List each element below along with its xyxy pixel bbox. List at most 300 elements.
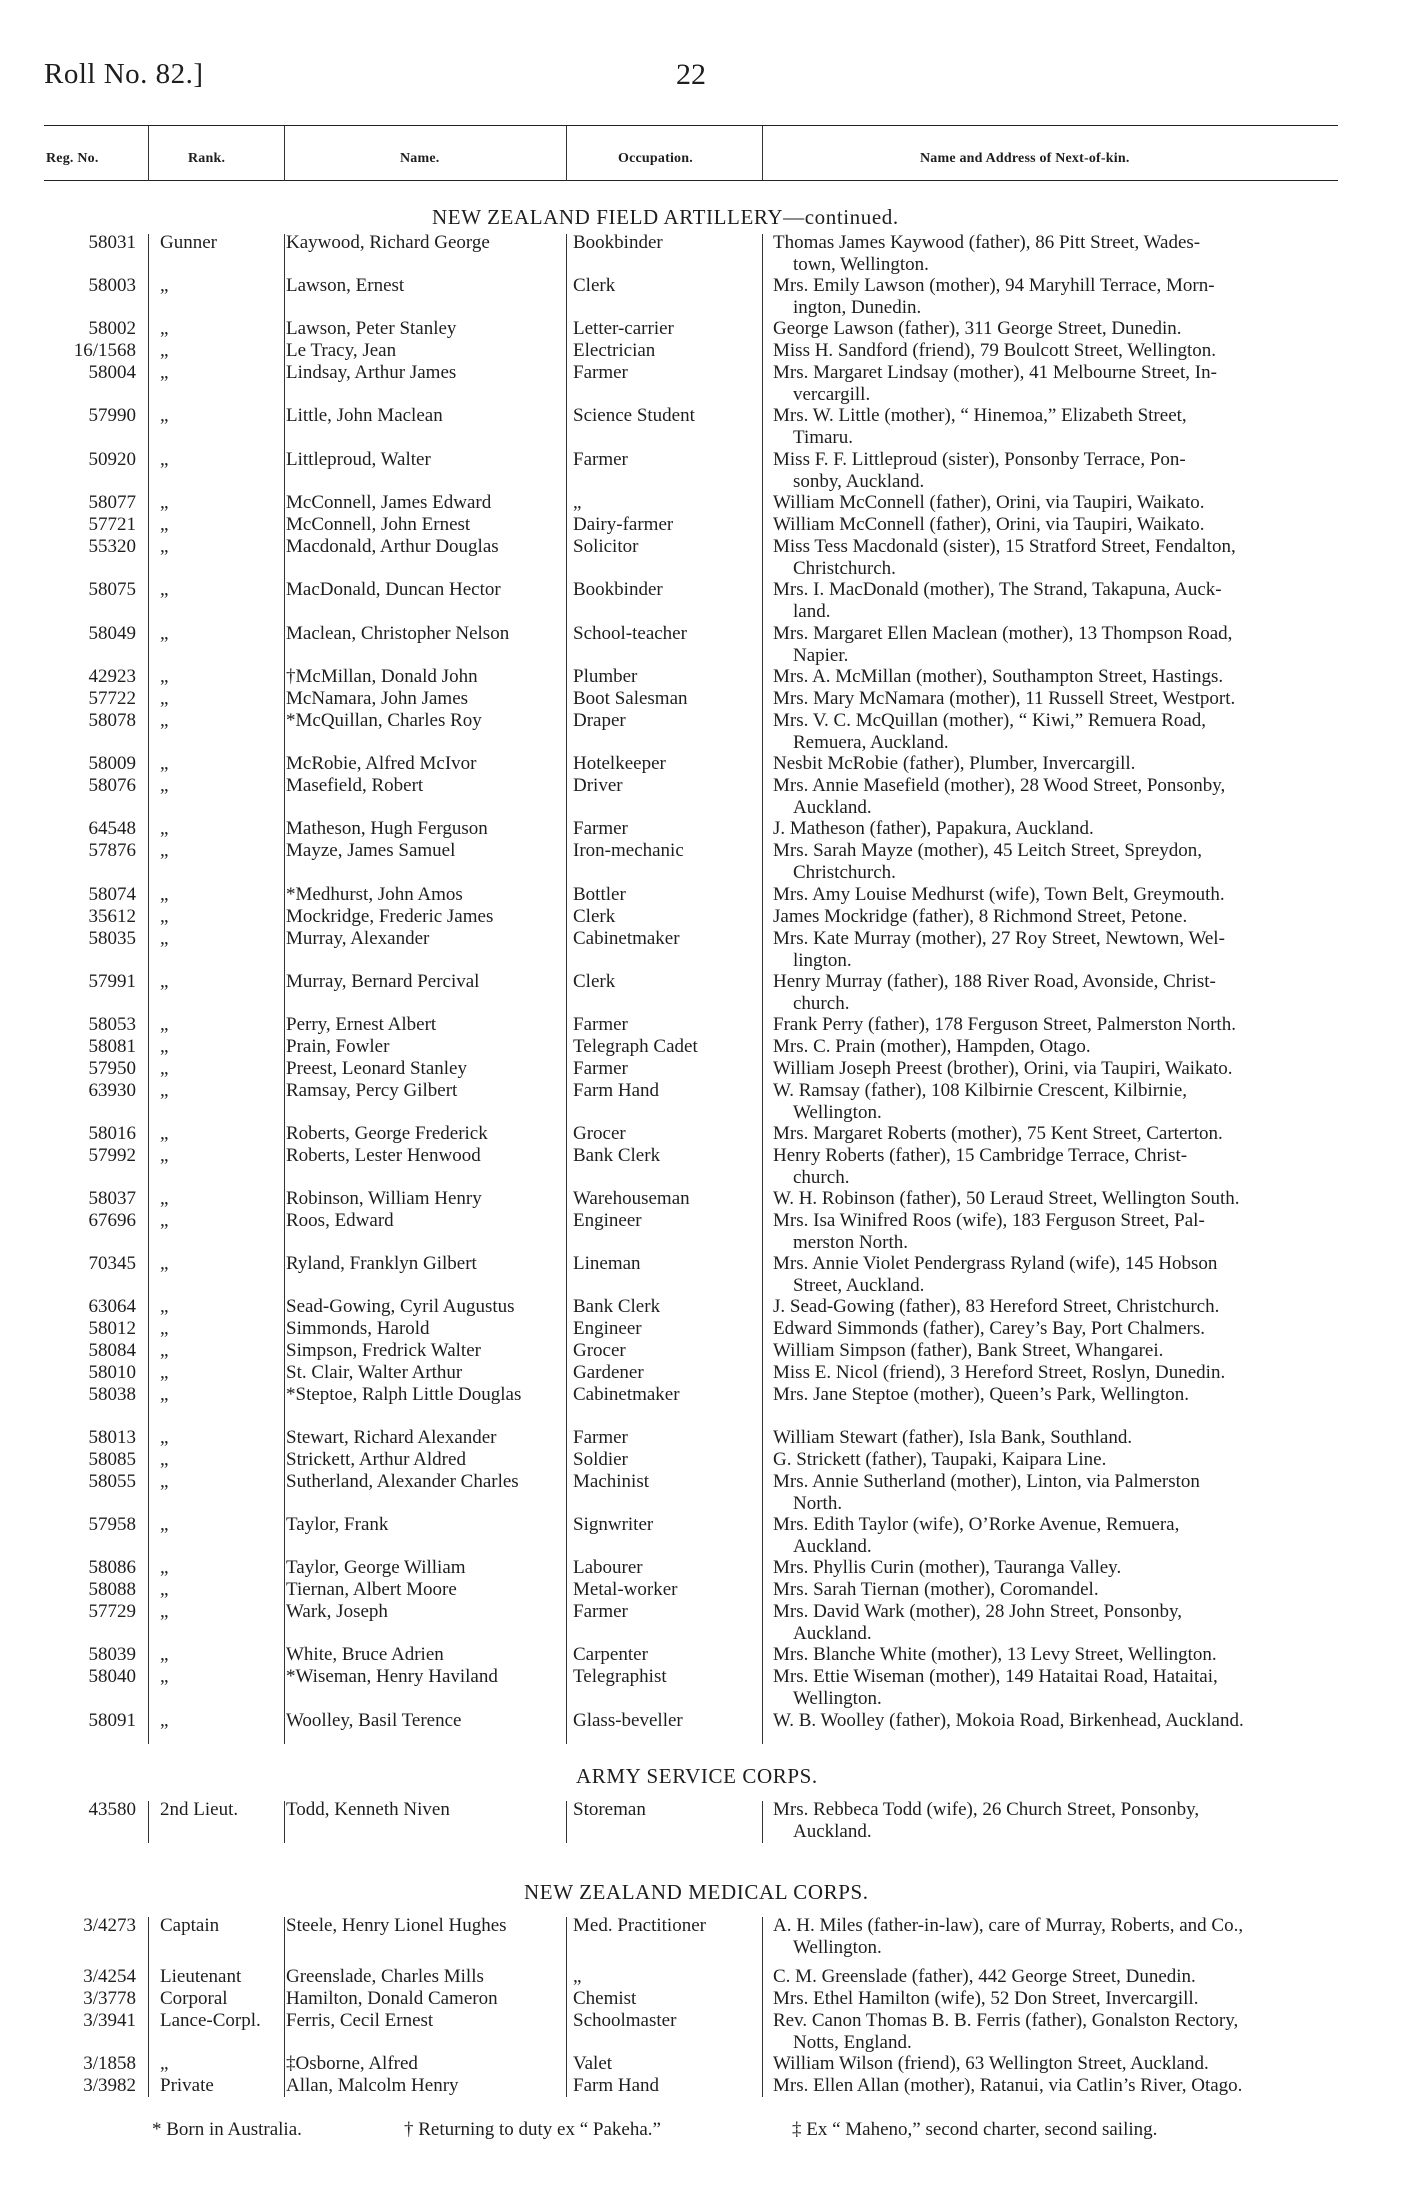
rank: „: [160, 340, 169, 361]
soldier-name: *Medhurst, John Amos: [286, 884, 463, 905]
reg-number: 58049: [88, 623, 136, 644]
rank: „: [160, 1296, 169, 1317]
next-of-kin: [773, 2053, 1356, 2075]
column-rule: [566, 1801, 567, 1843]
occupation: Electrician: [573, 340, 656, 361]
next-of-kin: [773, 1579, 1356, 1601]
rank: „: [160, 275, 169, 296]
reg-number: 58088: [88, 1579, 136, 1600]
rank: „: [160, 1318, 169, 1339]
soldier-name: Mockridge, Frederic James: [286, 906, 494, 927]
next-of-kin-line: William Joseph Preest (brother), Orini, via Taupiri, Waikato.: [773, 1058, 1233, 1079]
column-rule: [284, 234, 285, 1744]
occupation: Storeman: [573, 1799, 646, 1820]
footnote-pakeha: † Returning to duty ex “ Pakeha.”: [404, 2119, 661, 2140]
next-of-kin-line: Mrs. C. Prain (mother), Hampden, Otago.: [773, 1036, 1091, 1057]
rank: „: [160, 1710, 169, 1731]
next-of-kin-continuation: Christchurch.: [793, 861, 896, 883]
next-of-kin-line: William Wilson (friend), 63 Wellington Street, Auckland.: [773, 2053, 1209, 2074]
column-header-next-of-kin: Name and Address of Next-of-kin.: [920, 151, 1130, 166]
reg-number: 63930: [88, 1080, 136, 1101]
soldier-name: Kaywood, Richard George: [286, 232, 490, 253]
next-of-kin-line: Henry Murray (father), 188 River Road, Avonside, Christ-: [773, 971, 1216, 992]
soldier-name: Ferris, Cecil Ernest: [286, 2010, 434, 2031]
next-of-kin: [773, 1362, 1356, 1384]
occupation: Chemist: [573, 1988, 637, 2009]
soldier-name: Mayze, James Samuel: [286, 840, 456, 861]
reg-number: 58016: [88, 1123, 136, 1144]
next-of-kin-continuation: Auckland.: [793, 1535, 872, 1557]
reg-number: 58084: [88, 1340, 136, 1361]
next-of-kin: [773, 1384, 1356, 1406]
table-header-rule: [44, 180, 1338, 181]
column-header-rank: Rank.: [188, 151, 226, 166]
occupation: Labourer: [573, 1557, 643, 1578]
reg-number: 57722: [88, 688, 136, 709]
occupation: Farmer: [573, 1058, 628, 1079]
reg-number: 63064: [88, 1296, 136, 1317]
rank: „: [160, 514, 169, 535]
rank: „: [160, 1014, 169, 1035]
reg-number: 55320: [88, 536, 136, 557]
next-of-kin-line: W. B. Woolley (father), Mokoia Road, Birkenhead, Auckland.: [773, 1710, 1244, 1731]
rank: 2nd Lieut.: [160, 1799, 239, 1820]
next-of-kin: [773, 1966, 1356, 1988]
next-of-kin: [773, 318, 1356, 340]
occupation: Bank Clerk: [573, 1296, 661, 1317]
occupation: Telegraph Cadet: [573, 1036, 698, 1057]
occupation: Hotelkeeper: [573, 753, 666, 774]
soldier-name: Taylor, George William: [286, 1557, 466, 1578]
rank: „: [160, 971, 169, 992]
next-of-kin: [773, 2075, 1356, 2097]
next-of-kin-continuation: merston North.: [793, 1231, 909, 1253]
soldier-name: McConnell, James Edward: [286, 492, 492, 513]
next-of-kin: [773, 1188, 1356, 1210]
next-of-kin-line: Frank Perry (father), 178 Ferguson Street, Palmerston North.: [773, 1014, 1236, 1035]
occupation: Telegraphist: [573, 1666, 667, 1687]
rank: Private: [160, 2075, 214, 2096]
soldier-name: Little, John Maclean: [286, 405, 443, 426]
occupation: Grocer: [573, 1340, 626, 1361]
next-of-kin-continuation: Notts, England.: [793, 2031, 912, 2053]
column-rule: [284, 126, 285, 181]
occupation: Grocer: [573, 1123, 626, 1144]
rank: „: [160, 449, 169, 470]
soldier-name: McRobie, Alfred McIvor: [286, 753, 477, 774]
reg-number: 42923: [88, 666, 136, 687]
soldier-name: Sutherland, Alexander Charles: [286, 1471, 519, 1492]
soldier-name: Todd, Kenneth Niven: [286, 1799, 450, 1820]
next-of-kin-continuation: town, Wellington.: [793, 253, 929, 275]
next-of-kin: [773, 1253, 1356, 1296]
occupation: Engineer: [573, 1210, 642, 1231]
column-rule: [148, 1917, 149, 2097]
next-of-kin: [773, 1014, 1356, 1036]
next-of-kin-line: Thomas James Kaywood (father), 86 Pitt Street, Wades-: [773, 232, 1201, 253]
soldier-name: MacDonald, Duncan Hector: [286, 579, 501, 600]
reg-number: 57958: [88, 1514, 136, 1535]
next-of-kin: [773, 753, 1356, 775]
reg-number: 58031: [88, 232, 136, 253]
rank: „: [160, 623, 169, 644]
next-of-kin-line: A. H. Miles (father-in-law), care of Murray, Roberts, and Co.,: [773, 1915, 1244, 1936]
rank: „: [160, 1449, 169, 1470]
next-of-kin-continuation: Wellington.: [793, 1687, 882, 1709]
roll-number-header: Roll No. 82.]: [44, 58, 204, 90]
column-rule: [566, 126, 567, 181]
occupation: Gardener: [573, 1362, 644, 1383]
reg-number: 58004: [88, 362, 136, 383]
next-of-kin-line: Mrs. Annie Masefield (mother), 28 Wood Street, Ponsonby,: [773, 775, 1226, 796]
occupation: Bookbinder: [573, 579, 663, 600]
occupation: Farmer: [573, 1601, 628, 1622]
next-of-kin-line: Mrs. I. MacDonald (mother), The Strand, Takapuna, Auck-: [773, 579, 1222, 600]
soldier-name: Lawson, Peter Stanley: [286, 318, 457, 339]
next-of-kin-line: C. M. Greenslade (father), 442 George Street, Dunedin.: [773, 1966, 1196, 1987]
reg-number: 58009: [88, 753, 136, 774]
next-of-kin-continuation: Auckland.: [793, 796, 872, 818]
next-of-kin: [773, 1644, 1356, 1666]
soldier-name: Tiernan, Albert Moore: [286, 1579, 457, 1600]
reg-number: 57721: [88, 514, 136, 535]
occupation: „: [573, 1966, 582, 1987]
soldier-name: Greenslade, Charles Mills: [286, 1966, 484, 1987]
reg-number: 16/1568: [73, 340, 136, 361]
next-of-kin: [773, 928, 1356, 971]
reg-number: 58012: [88, 1318, 136, 1339]
next-of-kin-line: Mrs. Emily Lawson (mother), 94 Maryhill Terrace, Morn-: [773, 275, 1215, 296]
next-of-kin: [773, 275, 1356, 318]
occupation: Bookbinder: [573, 232, 663, 253]
rank: „: [160, 2053, 169, 2074]
next-of-kin-continuation: Street, Auckland.: [793, 1274, 925, 1296]
next-of-kin: [773, 1915, 1356, 1958]
occupation: Cabinetmaker: [573, 928, 680, 949]
rank: Gunner: [160, 232, 217, 253]
reg-number: 3/3778: [83, 1988, 136, 2009]
next-of-kin-line: Mrs. Amy Louise Medhurst (wife), Town Belt, Greymouth.: [773, 884, 1225, 905]
reg-number: 58035: [88, 928, 136, 949]
next-of-kin-line: Mrs. Annie Sutherland (mother), Linton, via Palmerston: [773, 1471, 1200, 1492]
soldier-name: Simmonds, Harold: [286, 1318, 430, 1339]
soldier-name: Maclean, Christopher Nelson: [286, 623, 510, 644]
soldier-name: Prain, Fowler: [286, 1036, 390, 1057]
table-top-rule: [44, 125, 1338, 126]
next-of-kin-line: Miss E. Nicol (friend), 3 Hereford Street, Roslyn, Dunedin.: [773, 1362, 1226, 1383]
reg-number: 57950: [88, 1058, 136, 1079]
rank: „: [160, 1579, 169, 1600]
reg-number: 3/4273: [83, 1915, 136, 1936]
occupation: Bottler: [573, 884, 626, 905]
rank: „: [160, 1644, 169, 1665]
section-title: ARMY SERVICE CORPS.: [576, 1764, 818, 1788]
soldier-name: †McMillan, Donald John: [286, 666, 478, 687]
soldier-name: McNamara, John James: [286, 688, 469, 709]
next-of-kin: [773, 666, 1356, 688]
next-of-kin: [773, 1340, 1356, 1362]
column-rule: [762, 1801, 763, 1843]
occupation: Farm Hand: [573, 1080, 660, 1101]
next-of-kin-line: Mrs. Sarah Tiernan (mother), Coromandel.: [773, 1579, 1099, 1600]
next-of-kin-line: Miss F. F. Littleproud (sister), Ponsonby Terrace, Pon-: [773, 449, 1186, 470]
next-of-kin-line: Mrs. Jane Steptoe (mother), Queen’s Park, Wellington.: [773, 1384, 1190, 1405]
reg-number: 58037: [88, 1188, 136, 1209]
reg-number: 57992: [88, 1145, 136, 1166]
next-of-kin: [773, 1145, 1356, 1188]
next-of-kin-line: W. Ramsay (father), 108 Kilbirnie Crescent, Kilbirnie,: [773, 1080, 1188, 1101]
column-rule: [566, 1917, 567, 2097]
occupation: Schoolmaster: [573, 2010, 677, 2031]
soldier-name: Stewart, Richard Alexander: [286, 1427, 497, 1448]
reg-number: 67696: [88, 1210, 136, 1231]
occupation: Signwriter: [573, 1514, 654, 1535]
next-of-kin-line: William McConnell (father), Orini, via Taupiri, Waikato.: [773, 492, 1205, 513]
next-of-kin-line: Mrs. Edith Taylor (wife), O’Rorke Avenue, Remuera,: [773, 1514, 1180, 1535]
occupation: Solicitor: [573, 536, 639, 557]
next-of-kin-line: Mrs. Mary McNamara (mother), 11 Russell Street, Westport.: [773, 688, 1236, 709]
next-of-kin-line: Mrs. Ethel Hamilton (wife), 52 Don Street, Invercargill.: [773, 1988, 1199, 2009]
soldier-name: Murray, Alexander: [286, 928, 430, 949]
soldier-name: Roberts, Lester Henwood: [286, 1145, 481, 1166]
next-of-kin-continuation: Napier.: [793, 644, 849, 666]
soldier-name: Woolley, Basil Terence: [286, 1710, 462, 1731]
rank: „: [160, 1666, 169, 1687]
next-of-kin-continuation: sonby, Auckland.: [793, 470, 925, 492]
rank: „: [160, 1362, 169, 1383]
soldier-name: Hamilton, Donald Cameron: [286, 1988, 498, 2009]
column-rule: [148, 1801, 149, 1843]
column-rule: [284, 1917, 285, 2097]
next-of-kin: [773, 623, 1356, 666]
reg-number: 58002: [88, 318, 136, 339]
rank: „: [160, 1188, 169, 1209]
column-rule: [148, 126, 149, 181]
next-of-kin: [773, 514, 1356, 536]
reg-number: 58053: [88, 1014, 136, 1035]
next-of-kin: [773, 971, 1356, 1014]
rank: „: [160, 1036, 169, 1057]
next-of-kin: [773, 884, 1356, 906]
next-of-kin-line: J. Sead-Gowing (father), 83 Hereford Street, Christchurch.: [773, 1296, 1220, 1317]
rank: „: [160, 405, 169, 426]
rank: „: [160, 688, 169, 709]
page-number: 22: [676, 58, 706, 91]
soldier-name: Le Tracy, Jean: [286, 340, 397, 361]
soldier-name: Simpson, Fredrick Walter: [286, 1340, 481, 1361]
soldier-name: Perry, Ernest Albert: [286, 1014, 437, 1035]
reg-number: 57990: [88, 405, 136, 426]
next-of-kin: [773, 710, 1356, 753]
soldier-name: Lawson, Ernest: [286, 275, 405, 296]
next-of-kin: [773, 1557, 1356, 1579]
soldier-name: Strickett, Arthur Aldred: [286, 1449, 466, 1470]
next-of-kin-line: Mrs. Margaret Ellen Maclean (mother), 13 Thompson Road,: [773, 623, 1233, 644]
next-of-kin-line: Mrs. David Wark (mother), 28 John Street, Ponsonby,: [773, 1601, 1183, 1622]
soldier-name: McConnell, John Ernest: [286, 514, 471, 535]
next-of-kin-line: Mrs. Ettie Wiseman (mother), 149 Hataitai Road, Hataitai,: [773, 1666, 1218, 1687]
rank: „: [160, 928, 169, 949]
next-of-kin: [773, 405, 1356, 448]
reg-number: 58091: [88, 1710, 136, 1731]
rank: „: [160, 1514, 169, 1535]
occupation: Soldier: [573, 1449, 628, 1470]
rank: „: [160, 362, 169, 383]
next-of-kin: [773, 1058, 1356, 1080]
next-of-kin-line: Rev. Canon Thomas B. B. Ferris (father), Gonalston Rectory,: [773, 2010, 1239, 2031]
next-of-kin: [773, 840, 1356, 883]
rank: „: [160, 1471, 169, 1492]
next-of-kin-line: Mrs. Ellen Allan (mother), Ratanui, via Catlin’s River, Otago.: [773, 2075, 1243, 2096]
next-of-kin: [773, 1080, 1356, 1123]
occupation: Draper: [573, 710, 626, 731]
next-of-kin: [773, 688, 1356, 710]
occupation: Dairy-farmer: [573, 514, 674, 535]
reg-number: 58085: [88, 1449, 136, 1470]
next-of-kin: [773, 1666, 1356, 1709]
soldier-name: Wark, Joseph: [286, 1601, 388, 1622]
next-of-kin: [773, 1210, 1356, 1253]
reg-number: 70345: [88, 1253, 136, 1274]
reg-number: 58074: [88, 884, 136, 905]
occupation: „: [573, 492, 582, 513]
next-of-kin-line: Mrs. W. Little (mother), “ Hinemoa,” Elizabeth Street,: [773, 405, 1187, 426]
soldier-name: *Wiseman, Henry Haviland: [286, 1666, 498, 1687]
reg-number: 57876: [88, 840, 136, 861]
next-of-kin: [773, 449, 1356, 492]
rank: Lieutenant: [160, 1966, 242, 1987]
next-of-kin-continuation: church.: [793, 992, 850, 1014]
reg-number: 58003: [88, 275, 136, 296]
rank: „: [160, 753, 169, 774]
next-of-kin: [773, 1601, 1356, 1644]
soldier-name: Robinson, William Henry: [286, 1188, 482, 1209]
next-of-kin: [773, 775, 1356, 818]
rank: Lance-Corpl.: [160, 2010, 261, 2031]
soldier-name: White, Bruce Adrien: [286, 1644, 444, 1665]
next-of-kin-line: Mrs. Isa Winifred Roos (wife), 183 Ferguson Street, Pal-: [773, 1210, 1205, 1231]
column-header-name: Name.: [400, 151, 440, 166]
footnote-maheno: ‡ Ex “ Maheno,” second charter, second sailing.: [792, 2119, 1158, 2140]
reg-number: 3/4254: [83, 1966, 136, 1987]
next-of-kin-line: William Stewart (father), Isla Bank, Southland.: [773, 1427, 1133, 1448]
next-of-kin: [773, 1123, 1356, 1145]
next-of-kin: [773, 1799, 1356, 1842]
next-of-kin-line: G. Strickett (father), Taupaki, Kaipara Line.: [773, 1449, 1107, 1470]
rank: „: [160, 710, 169, 731]
rank: „: [160, 1557, 169, 1578]
occupation: Machinist: [573, 1471, 649, 1492]
rank: „: [160, 906, 169, 927]
rank: „: [160, 775, 169, 796]
next-of-kin: [773, 1296, 1356, 1318]
rank: Corporal: [160, 1988, 228, 2009]
next-of-kin-line: James Mockridge (father), 8 Richmond Street, Petone.: [773, 906, 1188, 927]
next-of-kin-continuation: Christchurch.: [793, 557, 896, 579]
next-of-kin: [773, 1988, 1356, 2010]
column-header-occupation: Occupation.: [618, 151, 693, 166]
next-of-kin-line: Mrs. V. C. McQuillan (mother), “ Kiwi,” Remuera Road,: [773, 710, 1207, 731]
column-header-reg-no: Reg. No.: [46, 151, 99, 166]
next-of-kin: [773, 1449, 1356, 1471]
next-of-kin-continuation: Wellington.: [793, 1101, 882, 1123]
next-of-kin: [773, 818, 1356, 840]
reg-number: 58010: [88, 1362, 136, 1383]
rank: „: [160, 1601, 169, 1622]
soldier-name: Roos, Edward: [286, 1210, 394, 1231]
soldier-name: Ramsay, Percy Gilbert: [286, 1080, 458, 1101]
rank: „: [160, 579, 169, 600]
next-of-kin-line: William Simpson (father), Bank Street, Whangarei.: [773, 1340, 1164, 1361]
next-of-kin-line: Mrs. Margaret Lindsay (mother), 41 Melbourne Street, In-: [773, 362, 1217, 383]
next-of-kin: [773, 232, 1356, 275]
next-of-kin-line: W. H. Robinson (father), 50 Leraud Street, Wellington South.: [773, 1188, 1240, 1209]
next-of-kin: [773, 579, 1356, 622]
soldier-name: Lindsay, Arthur James: [286, 362, 457, 383]
column-rule: [284, 1801, 285, 1843]
next-of-kin-continuation: Timaru.: [793, 426, 854, 448]
occupation: Med. Practitioner: [573, 1915, 706, 1936]
occupation: Warehouseman: [573, 1188, 690, 1209]
next-of-kin-continuation: Wellington.: [793, 1936, 882, 1958]
reg-number: 58039: [88, 1644, 136, 1665]
occupation: Farmer: [573, 1427, 628, 1448]
reg-number: 3/3982: [83, 2075, 136, 2096]
next-of-kin-line: William McConnell (father), Orini, via Taupiri, Waikato.: [773, 514, 1205, 535]
next-of-kin: [773, 1318, 1356, 1340]
rank: „: [160, 818, 169, 839]
next-of-kin-line: Mrs. Rebbeca Todd (wife), 26 Church Street, Ponsonby,: [773, 1799, 1200, 1820]
reg-number: 3/1858: [83, 2053, 136, 2074]
rank: „: [160, 1384, 169, 1405]
rank: „: [160, 1145, 169, 1166]
reg-number: 57991: [88, 971, 136, 992]
occupation: Clerk: [573, 275, 616, 296]
next-of-kin-continuation: land.: [793, 600, 831, 622]
next-of-kin-line: J. Matheson (father), Papakura, Auckland.: [773, 818, 1094, 839]
reg-number: 58078: [88, 710, 136, 731]
rank: „: [160, 492, 169, 513]
soldier-name: ‡Osborne, Alfred: [286, 2053, 418, 2074]
next-of-kin-line: Mrs. Margaret Roberts (mother), 75 Kent Street, Carterton.: [773, 1123, 1223, 1144]
next-of-kin-line: George Lawson (father), 311 George Street, Dunedin.: [773, 318, 1182, 339]
soldier-name: Allan, Malcolm Henry: [286, 2075, 459, 2096]
rank: „: [160, 318, 169, 339]
soldier-name: *Steptoe, Ralph Little Douglas: [286, 1384, 522, 1405]
soldier-name: Littleproud, Walter: [286, 449, 431, 470]
occupation: Science Student: [573, 405, 695, 426]
column-rule: [762, 234, 763, 1744]
section-title: NEW ZEALAND MEDICAL CORPS.: [524, 1880, 869, 1904]
column-rule: [762, 1917, 763, 2097]
reg-number: 64548: [88, 818, 136, 839]
rank: Captain: [160, 1915, 220, 1936]
occupation: Boot Salesman: [573, 688, 688, 709]
reg-number: 35612: [88, 906, 136, 927]
next-of-kin: [773, 906, 1356, 928]
next-of-kin-line: Mrs. Kate Murray (mother), 27 Roy Street, Newtown, Wel-: [773, 928, 1225, 949]
next-of-kin-line: Henry Roberts (father), 15 Cambridge Terrace, Christ-: [773, 1145, 1188, 1166]
next-of-kin-line: Edward Simmonds (father), Carey’s Bay, Port Chalmers.: [773, 1318, 1205, 1339]
rank: „: [160, 536, 169, 557]
occupation: Letter-carrier: [573, 318, 674, 339]
occupation: Plumber: [573, 666, 638, 687]
next-of-kin-continuation: North.: [793, 1492, 843, 1514]
reg-number: 58075: [88, 579, 136, 600]
column-rule: [762, 126, 763, 181]
next-of-kin-continuation: lington.: [793, 949, 852, 971]
section-title: NEW ZEALAND FIELD ARTILLERY—continued.: [432, 205, 899, 229]
